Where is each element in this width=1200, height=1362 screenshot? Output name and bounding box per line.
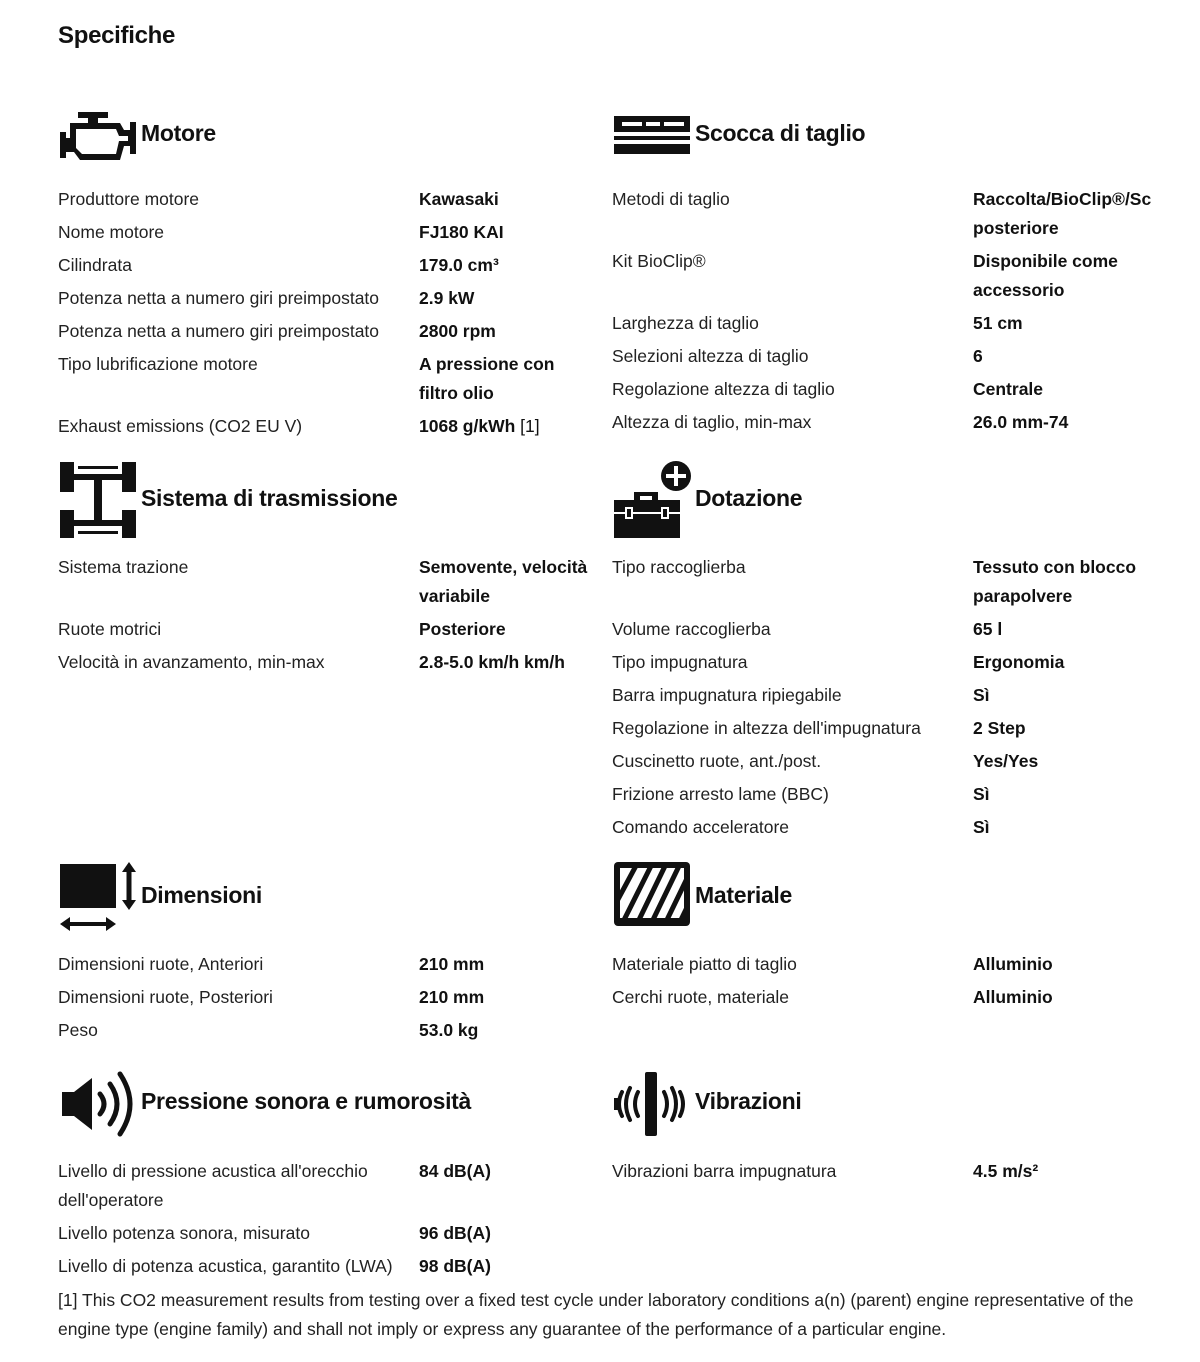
spec-row [58, 284, 598, 313]
spec-label: Comando acceleratore [612, 817, 790, 837]
spec-label: Cuscinetto ruote, ant./post. [612, 751, 822, 771]
spec-label: Livello potenza sonora, misurato [58, 1223, 310, 1243]
section-motore [58, 108, 598, 445]
spec-label: Frizione arresto lame (BBC) [612, 784, 829, 804]
spec-value: Ergonomia [973, 652, 1065, 672]
spec-row [58, 983, 598, 1012]
spec-label: Dimensioni ruote, Posteriori [58, 987, 273, 1007]
section-dotazione [612, 460, 1152, 846]
spec-value: Disponibile come accessorio [973, 251, 1118, 300]
dimensions-icon [58, 860, 140, 936]
spec-value: 210 mm [419, 987, 485, 1007]
spec-label: Altezza di taglio, min-max [612, 412, 812, 432]
spec-value [419, 412, 598, 441]
section-title: Dimensioni [141, 882, 262, 908]
page-title: Specifiche [58, 22, 176, 49]
toolbox-plus-icon [612, 460, 692, 540]
spec-value: Sì [973, 784, 990, 804]
footnote-ref: [1] [520, 416, 540, 436]
spec-value: 26.0 mm-74 [973, 412, 1069, 432]
spec-label: Tipo raccoglierba [612, 557, 746, 577]
spec-value: 51 cm [973, 313, 1023, 333]
spec-row [612, 648, 1152, 677]
spec-row [612, 714, 1152, 743]
spec-row [612, 553, 1152, 611]
spec-row [612, 681, 1152, 710]
footnote: [1] This CO2 measurement results from testing over a fixed test cycle under laboratory conditions a(n) (parent) engine representative of the engine type (engine family) and shall not imply or express any guarantee of the performance of a particular engine. [58, 1290, 1134, 1339]
section-title: Dotazione [695, 485, 803, 511]
spec-label: Velocità in avanzamento, min-max [58, 652, 325, 672]
engine-icon [58, 108, 138, 164]
spec-label: Vibrazioni barra impugnatura [612, 1161, 837, 1181]
spec-value: 2 Step [973, 718, 1026, 738]
spec-label: Livello di pressione acustica all'orecchio dell'operatore [58, 1161, 368, 1210]
spec-label: Livello di potenza acustica, garantito (LWA) [58, 1256, 393, 1276]
section-scocca [612, 108, 1152, 441]
spec-value: 53.0 kg [419, 1020, 479, 1040]
spec-value: Yes/Yes [973, 751, 1039, 771]
section-vibrazioni [612, 1070, 1152, 1190]
spec-row [612, 983, 1152, 1012]
section-title: Sistema di trasmissione [141, 485, 398, 511]
spec-row [612, 408, 1152, 437]
spec-value: 6 [973, 346, 983, 366]
spec-label: Potenza netta a numero giri preimpostato [58, 321, 380, 341]
spec-value: 84 dB(A) [419, 1161, 491, 1181]
spec-value: 179.0 cm³ [419, 255, 499, 275]
section-pressione [58, 1070, 598, 1285]
drivetrain-icon [58, 460, 138, 540]
spec-value: Sì [973, 685, 990, 705]
spec-label: Volume raccoglierba [612, 619, 771, 639]
spec-label: Materiale piatto di taglio [612, 954, 797, 974]
spec-row [58, 1016, 598, 1045]
spec-value: Alluminio [973, 987, 1053, 1007]
spec-row [58, 185, 598, 214]
spec-row [58, 1157, 598, 1215]
spec-value: FJ180 KAI [419, 222, 504, 242]
spec-label: Peso [58, 1020, 98, 1040]
spec-label: Cerchi ruote, materiale [612, 987, 790, 1007]
spec-row [612, 780, 1152, 809]
spec-value: Kawasaki [419, 189, 499, 209]
spec-value: A pressione con filtro olio [419, 354, 555, 403]
spec-row [58, 648, 598, 677]
spec-value: Sì [973, 817, 990, 837]
section-dimensioni [58, 860, 598, 1049]
speaker-icon [58, 1070, 138, 1138]
spec-row [58, 1252, 598, 1281]
spec-row [58, 317, 598, 346]
spec-label: Regolazione in altezza dell'impugnatura [612, 718, 921, 738]
spec-row [58, 412, 598, 441]
spec-row [612, 309, 1152, 338]
spec-label: Ruote motrici [58, 619, 162, 639]
spec-label: Tipo lubrificazione motore [58, 354, 258, 374]
spec-value: 210 mm [419, 954, 485, 974]
spec-label: Selezioni altezza di taglio [612, 346, 809, 366]
section-title: Pressione sonora e rumorosità [141, 1088, 472, 1114]
spec-label: Barra impugnatura ripiegabile [612, 685, 842, 705]
spec-label: Cilindrata [58, 255, 132, 275]
spec-value: Semovente, velocità variabile [419, 557, 588, 606]
spec-value: Centrale [973, 379, 1044, 399]
spec-label: Tipo impugnatura [612, 652, 748, 672]
spec-value: 96 dB(A) [419, 1223, 491, 1243]
section-title: Motore [141, 120, 216, 146]
spec-value: 98 dB(A) [419, 1256, 491, 1276]
spec-value: 2800 rpm [419, 321, 496, 341]
spec-value: Alluminio [973, 954, 1053, 974]
spec-value: 4.5 m/s² [973, 1161, 1039, 1181]
spec-value: 65 l [973, 619, 1003, 639]
spec-row [612, 342, 1152, 371]
section-title: Scocca di taglio [695, 120, 866, 146]
spec-row [612, 1157, 1152, 1186]
spec-row [612, 813, 1152, 842]
section-materiale [612, 860, 1152, 1016]
spec-row [58, 553, 598, 611]
spec-row [612, 185, 1152, 243]
spec-value: Raccolta/BioClip®/Sc posteriore [973, 189, 1152, 238]
spec-value: Posteriore [419, 619, 506, 639]
spec-row [58, 615, 598, 644]
spec-label: Produttore motore [58, 189, 200, 209]
spec-label: Metodi di taglio [612, 189, 730, 209]
spec-value-text: 1068 g/kWh [419, 416, 516, 436]
spec-row [58, 1219, 598, 1248]
spec-row [612, 247, 1152, 305]
vibration-icon [612, 1070, 692, 1138]
spec-row [58, 950, 598, 979]
spec-label: Larghezza di taglio [612, 313, 759, 333]
spec-row [612, 375, 1152, 404]
section-title: Materiale [695, 882, 793, 908]
spec-row [612, 615, 1152, 644]
spec-label: Nome motore [58, 222, 165, 242]
spec-value: 2.8-5.0 km/h km/h [419, 652, 565, 672]
spec-row [58, 251, 598, 280]
spec-row [58, 350, 598, 408]
spec-label: Sistema trazione [58, 557, 189, 577]
section-trasmissione [58, 460, 598, 681]
spec-value: 2.9 kW [419, 288, 475, 308]
spec-label: Kit BioClip® [612, 251, 706, 271]
spec-label: Exhaust emissions (CO2 EU V) [58, 416, 303, 436]
spec-value: Tessuto con blocco parapolvere [973, 557, 1137, 606]
section-title: Vibrazioni [695, 1088, 802, 1114]
material-icon [612, 860, 692, 930]
spec-label: Dimensioni ruote, Anteriori [58, 954, 264, 974]
spec-row [58, 218, 598, 247]
spec-label: Potenza netta a numero giri preimpostato [58, 288, 380, 308]
spec-label: Regolazione altezza di taglio [612, 379, 835, 399]
spec-row [612, 950, 1152, 979]
cutting-deck-icon [612, 108, 692, 158]
spec-row [612, 747, 1152, 776]
